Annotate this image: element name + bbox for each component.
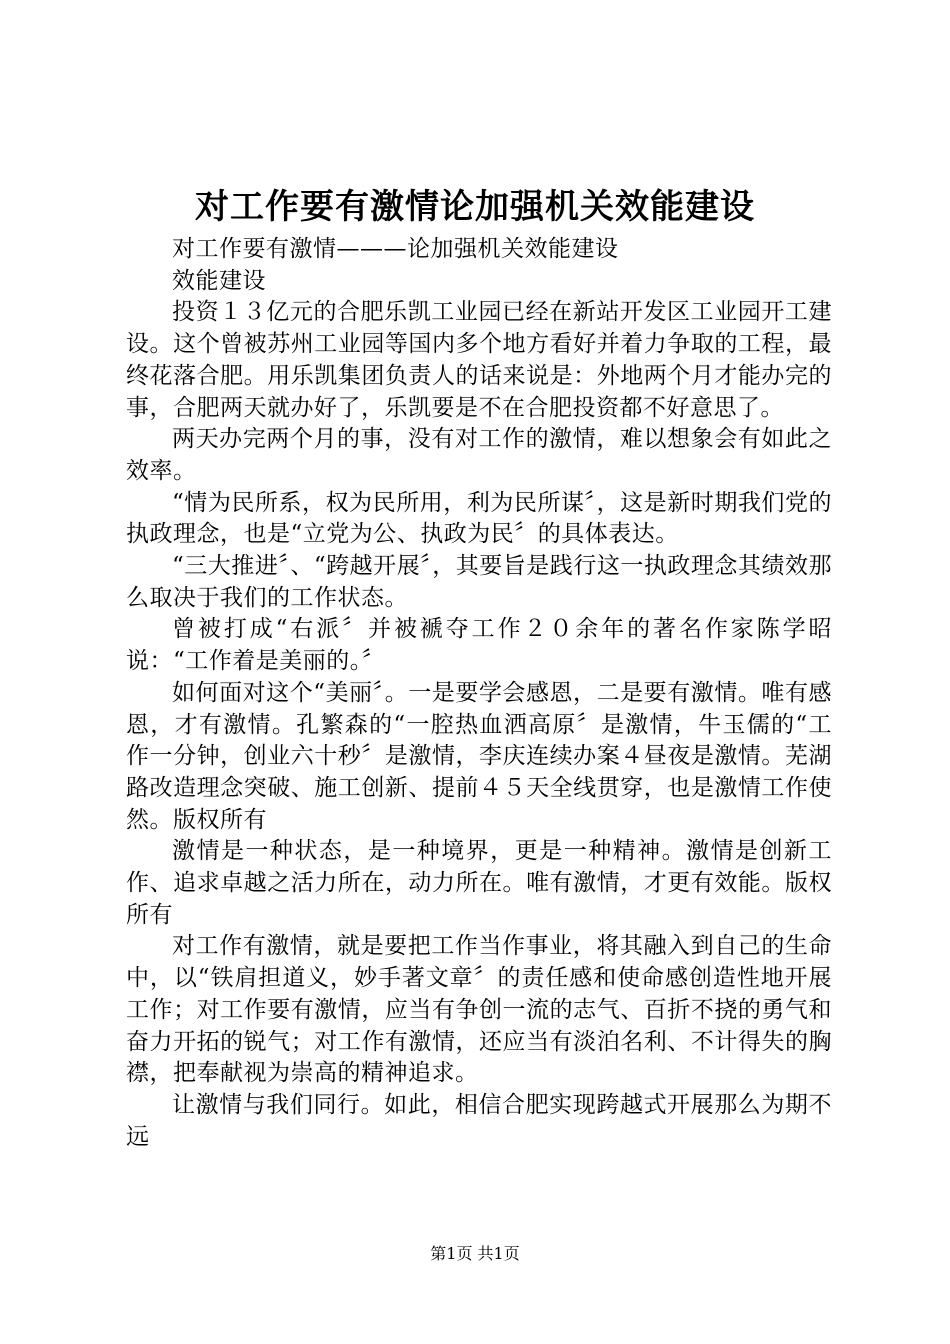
subtitle-paragraph: 对工作要有激情———论加强机关效能建设 xyxy=(172,236,619,262)
body-paragraph: “三大推进〞、“跨越开展〞，其要旨是践行这一执政理念其绩效那么取决于我们的工作状态。 xyxy=(126,553,832,611)
document-body xyxy=(126,234,832,1153)
section-label-paragraph: 效能建设 xyxy=(172,267,266,294)
body-paragraph: 曾被打成“右派〞并被褫夺工作２０余年的著名作家陈学昭说：“工作着是美丽的。〞 xyxy=(126,616,832,675)
body-paragraph: 两天办完两个月的事，没有对工作的激情，难以想象会有如此之效率。 xyxy=(126,426,832,484)
body-paragraph: 如何面对这个“美丽〞。一是要学会感恩，二是要有激情。唯有感恩，才有激情。孔繁森的“一腔热血洒高原〞是激情，牛玉儒的“工作一分钟，创业六十秒〞是激情，李庆连续办案４昼夜是激情。芜湖路改造理念突破、施工创新、提前４５天全线贯穿，也是激情工作使然。版权所有 xyxy=(126,679,832,833)
body-paragraph: “情为民所系，权为民所用，利为民所谋〞，这是新时期我们党的执政理念，也是“立党为公、执政为民〞的具体表达。 xyxy=(126,489,832,548)
body-paragraph: 投资１３亿元的合肥乐凯工业园已经在新站开发区工业园开工建设。这个曾被苏州工业园等国内多个地方看好并着力争取的工程，最终花落合肥。用乐凯集团负责人的话来说是：外地两个月才能办完的事，合肥两天就办好了，乐凯要是不在合肥投资都不好意思了。 xyxy=(126,299,832,421)
body-paragraph: 对工作有激情，就是要把工作当作事业，将其融入到自己的生命中，以“铁肩担道义，妙手著文章〞的责任感和使命感创造性地开展工作；对工作要有激情，应当有争创一流的志气、百折不挠的勇气和奋力开拓的锐气；对工作有激情，还应当有淡泊名利、不计得失的胸襟，把奉献视为崇高的精神追求。 xyxy=(126,933,832,1087)
page-footer: 第1页 共1页 xyxy=(430,1244,520,1263)
body-paragraph: 激情是一种状态，是一种境界，更是一种精神。激情是创新工作、追求卓越之活力所在，动力所在。唯有激情，才更有效能。版权所有 xyxy=(126,838,832,928)
document-title: 对工作要有激情论加强机关效能建设 xyxy=(195,187,755,227)
body-paragraph: 让激情与我们同行。如此，相信合肥实现跨越式开展那么为期不远 xyxy=(126,1091,832,1150)
